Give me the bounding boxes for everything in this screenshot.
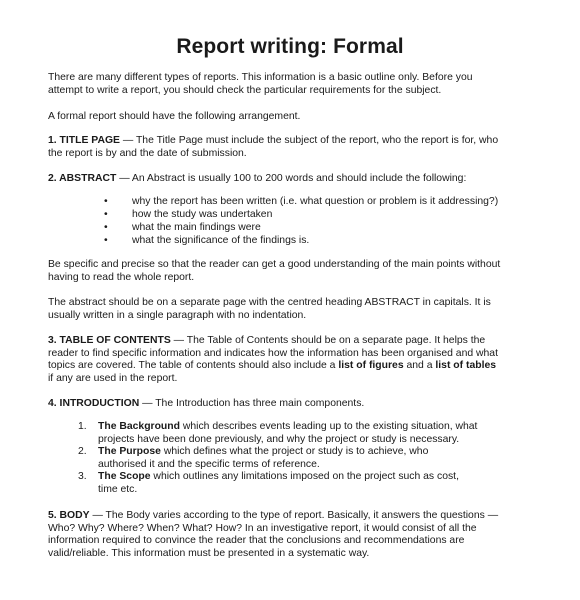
bullet-icon: •	[104, 222, 108, 233]
bullet-icon: •	[104, 196, 108, 207]
section-heading: 3. TABLE OF CONTENTS	[48, 335, 171, 346]
section-introduction-heading	[48, 398, 538, 411]
section-text: the report is by and the date of submission.	[48, 147, 247, 159]
abstract-paragraph-1: Be specific and precise so that the reader can get a good understanding of the main points without having to read the whole report.	[48, 259, 501, 283]
section-heading: 1. TITLE PAGE	[48, 135, 120, 146]
intro-line-1: There are many different types of reports. This information is a basic outline only. Before you	[48, 72, 473, 83]
arrangement-paragraph: A formal report should have the following arrangement.	[48, 111, 301, 122]
intro-paragraph	[48, 72, 538, 97]
section-text: — The Title Page must include the subject of the report, who the report is for, who	[119, 135, 499, 146]
section-text: — The Table of Contents should be on a separate page. It helps the	[170, 335, 486, 346]
section-abstract-heading	[48, 173, 538, 186]
page-title: Report writing: Formal	[176, 35, 404, 58]
section-heading: 5. BODY	[48, 510, 90, 521]
section-heading: 2. ABSTRACT	[48, 173, 117, 184]
document-page: Report writing: Formal There are many different types of reports. This information is a basic outline only. Before you attempt to write a report, you should check the particular requirements for the subject. A formal report should have the following arrangement. 1. TITLE PAGE — The Title Page must include the subject of the report, who the report is for, who the report is by and the date of submission. 2. ABSTRACT — An Abstract is usually 100 to 200 words and should include the following: • why the report has been written (i.e. what question or problem is it addressing?) • how the study was undertaken • what the main findings were • what the significance of the findings is. Be specific and precise so that the reader can get a good understanding of the main points without having to read the whole report. The abstract should be on a separate page with the centred heading ABSTRACT in capitals. It is usually written in a single paragraph with no indentation. 3. TABLE OF CONTENTS — The Table of Contents should be on a separate page. It helps the reader to find specific information and indicates how the information has been organised and what topics are covered. The table of contents should also include a list of figures and a list of tables if any are used in the report. 4. INTRODUCTION — The Introduction has three main components. 1. The Background which describes events leading up to the existing situation, what projects have been done previously, and why the project or study is necessary. 2. The Purpose which defines what the project or study is to achieve, who authorised it and the specific terms of reference. 3. The Scope which outlines any limitations imposed on the project such as cost, time etc. 5. BODY — The Body varies according to the type of report. Basically, it answers the questions — Who? Why? Where? When? What? How? In an investigative report, it would consist of all the information required to convince the reader that the conclusions and recommendations are valid/reliable. This information must be presented in a systematic way.	[0, 0, 580, 600]
bullet-icon: •	[104, 209, 108, 220]
intro-line-2: attempt to write a report, you should check the particular requirements for the subject.	[48, 84, 442, 96]
section-heading: 4. INTRODUCTION	[48, 398, 140, 409]
section-title-page	[48, 135, 538, 160]
abstract-paragraph-2: The abstract should be on a separate page with the centred heading ABSTRACT in capitals. It is usually written in a single paragraph with no indentation.	[48, 297, 491, 321]
section-table-of-contents: 3. TABLE OF CONTENTS — The Table of Contents should be on a separate page. It helps the reader to find specific information and indicates how the information has been organised and what topics are covered. The table of contents should also include a list of figures and a list of tables if any are used in the report.	[48, 335, 498, 384]
list-of-tables-term: list of tables	[435, 360, 497, 372]
section-body: 5. BODY — The Body varies according to the type of report. Basically, it answers the questions — Who? Why? Where? When? What? How? In an investigative report, it would consist of all the information required to convince the reader that the conclusions and recommendations are valid/reliable. This information must be presented in a systematic way.	[48, 510, 499, 559]
section-text: — An Abstract is usually 100 to 200 words and should include the following:	[116, 173, 467, 184]
list-of-figures-term: list of figures	[338, 360, 404, 372]
bullet-icon: •	[104, 235, 108, 246]
section-text: — The Introduction has three main components.	[139, 398, 365, 409]
section-text: — The Body varies according to the type of report. Basically, it answers the questions —	[89, 510, 499, 521]
